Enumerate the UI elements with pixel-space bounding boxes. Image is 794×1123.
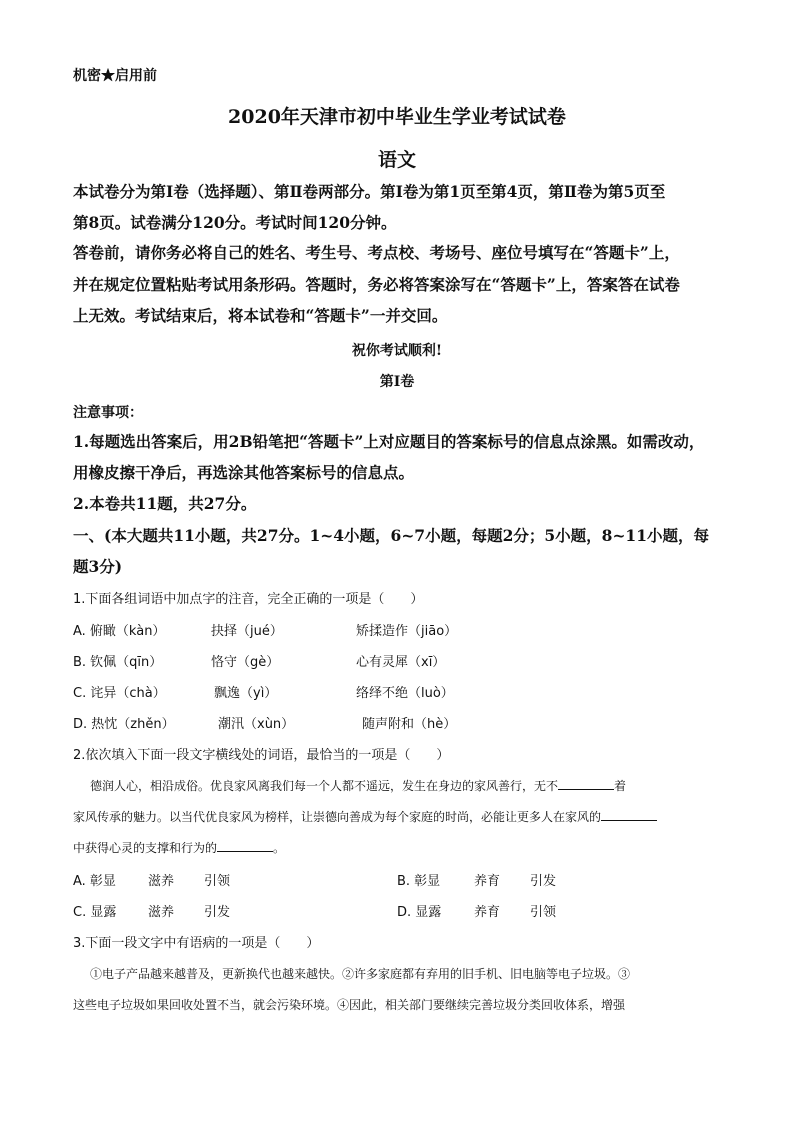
q3-stem: 3.下面一段文字中有语病的一项是（ ） [73, 936, 320, 951]
note-1-line-2: 用橡皮擦干净后，再选涂其他答案标号的信息点。 [73, 463, 415, 482]
q1-stem: 1.下面各组词语中加点字的注音，完全正确的一项是（ ） [73, 592, 424, 607]
q2-passage-line-3 [73, 839, 285, 856]
answer-blank-1 [558, 777, 614, 790]
q2-option-b-word2: 养育 [474, 874, 501, 889]
q2-option-a-word3: 引领 [204, 874, 231, 889]
subject-title: 语文 [377, 149, 416, 171]
q2-option-b-word1: B. 彰显 [397, 874, 441, 889]
q1-option-c-word2: 飘逸（yì） [214, 686, 278, 701]
q2-passage-text-3b: 。 [273, 841, 286, 855]
q3-passage-line-1: ①电子产品越来越普及，更新换代也越来越快。②许多家庭都有弃用的旧手机、旧电脑等电子垃圾。③ [90, 967, 631, 981]
answer-blank-2 [601, 808, 657, 821]
notes-heading: 注意事项： [73, 405, 143, 421]
q2-option-b-word3: 引发 [530, 874, 557, 889]
q1-option-a-word2: 抉择（jué） [211, 624, 283, 639]
q1-option-b-word1: B. 钦佩（qīn） [73, 655, 163, 670]
q2-stem: 2.依次填入下面一段文字横线处的词语，最恰当的一项是（ ） [73, 748, 450, 763]
intro-line-3: 答卷前，请你务必将自己的姓名、考生号、考点校、考场号、座位号填写在“答题卡”上， [73, 243, 680, 262]
q2-passage-line-1 [90, 777, 626, 794]
section-header-line-2: 题3分) [73, 557, 123, 576]
section-header-line-1: 一、(本大题共11小题，共27分。1~4小题，6~7小题，每题2分；5小题，8~11小题，每 [73, 526, 710, 545]
intro-line-1: 本试卷分为第Ⅰ卷（选择题）、第Ⅱ卷两部分。第Ⅰ卷为第1页至第4页，第Ⅱ卷为第5页至 [73, 182, 666, 201]
note-2: 2.本卷共11题，共27分。 [73, 494, 257, 513]
intro-line-5: 上无效。考试结束后，将本试卷和“答题卡”一并交回。 [73, 306, 448, 325]
q1-option-c-word3: 络绎不绝（luò） [356, 686, 454, 701]
q1-option-a-word3: 矫揉造作（jiāo） [356, 624, 458, 639]
q2-option-a-word1: A. 彰显 [73, 874, 116, 889]
q2-option-d-word3: 引领 [530, 905, 557, 920]
q1-option-b-word3: 心有灵犀（xī） [356, 655, 446, 670]
q2-passage-text-1b: 着 [614, 779, 627, 793]
q1-option-d-word2: 潮汛（xùn） [218, 717, 295, 732]
q1-option-d-word3: 随声附和（hè） [362, 717, 457, 732]
q2-passage-line-2 [73, 808, 657, 825]
answer-blank-3 [217, 839, 273, 852]
q2-passage-text-1: 德润人心，相沿成俗。优良家风离我们每一个人都不遥远，发生在身边的家风善行，无不 [90, 779, 559, 793]
q2-option-c-word3: 引发 [204, 905, 231, 920]
q2-option-c-word1: C. 显露 [73, 905, 117, 920]
q2-passage-text-3: 中获得心灵的支撑和行为的 [73, 841, 218, 855]
q1-option-d-word1: D. 热忱（zhěn） [73, 717, 175, 732]
intro-line-4: 并在规定位置粘贴考试用条形码。答题时，务必将答案涂写在“答题卡”上，答案答在试卷 [73, 275, 680, 294]
good-luck-text: 祝你考试顺利! [351, 343, 443, 359]
q1-option-a-word1: A. 俯瞰（kàn） [73, 624, 166, 639]
q2-option-d-word2: 养育 [474, 905, 501, 920]
q3-passage-line-2: 这些电子垃圾如果回收处置不当，就会污染环境。④因此，相关部门要继续完善垃圾分类回收体系，增强 [73, 998, 626, 1012]
q1-option-b-word2: 恪守（gè） [211, 655, 280, 670]
q1-option-c-word1: C. 诧异（chà） [73, 686, 166, 701]
q2-option-d-word1: D. 显露 [397, 905, 442, 920]
intro-line-2: 第8页。试卷满分120分。考试时间120分钟。 [73, 213, 397, 232]
q2-option-c-word2: 滋养 [148, 905, 175, 920]
part-one-title: 第Ⅰ卷 [379, 374, 415, 390]
q2-passage-text-2: 家风传承的魅力。以当代优良家风为榜样，让崇德向善成为每个家庭的时尚，必能让更多人在家风的 [73, 810, 602, 824]
note-1-line-1: 1.每题选出答案后，用2B铅笔把“答题卡”上对应题目的答案标号的信息点涂黑。如需改动， [73, 432, 705, 451]
exam-title: 2020年天津市初中毕业生学业考试试卷 [228, 106, 566, 128]
confidential-label: 机密★启用前 [73, 68, 157, 84]
q2-option-a-word2: 滋养 [148, 874, 175, 889]
